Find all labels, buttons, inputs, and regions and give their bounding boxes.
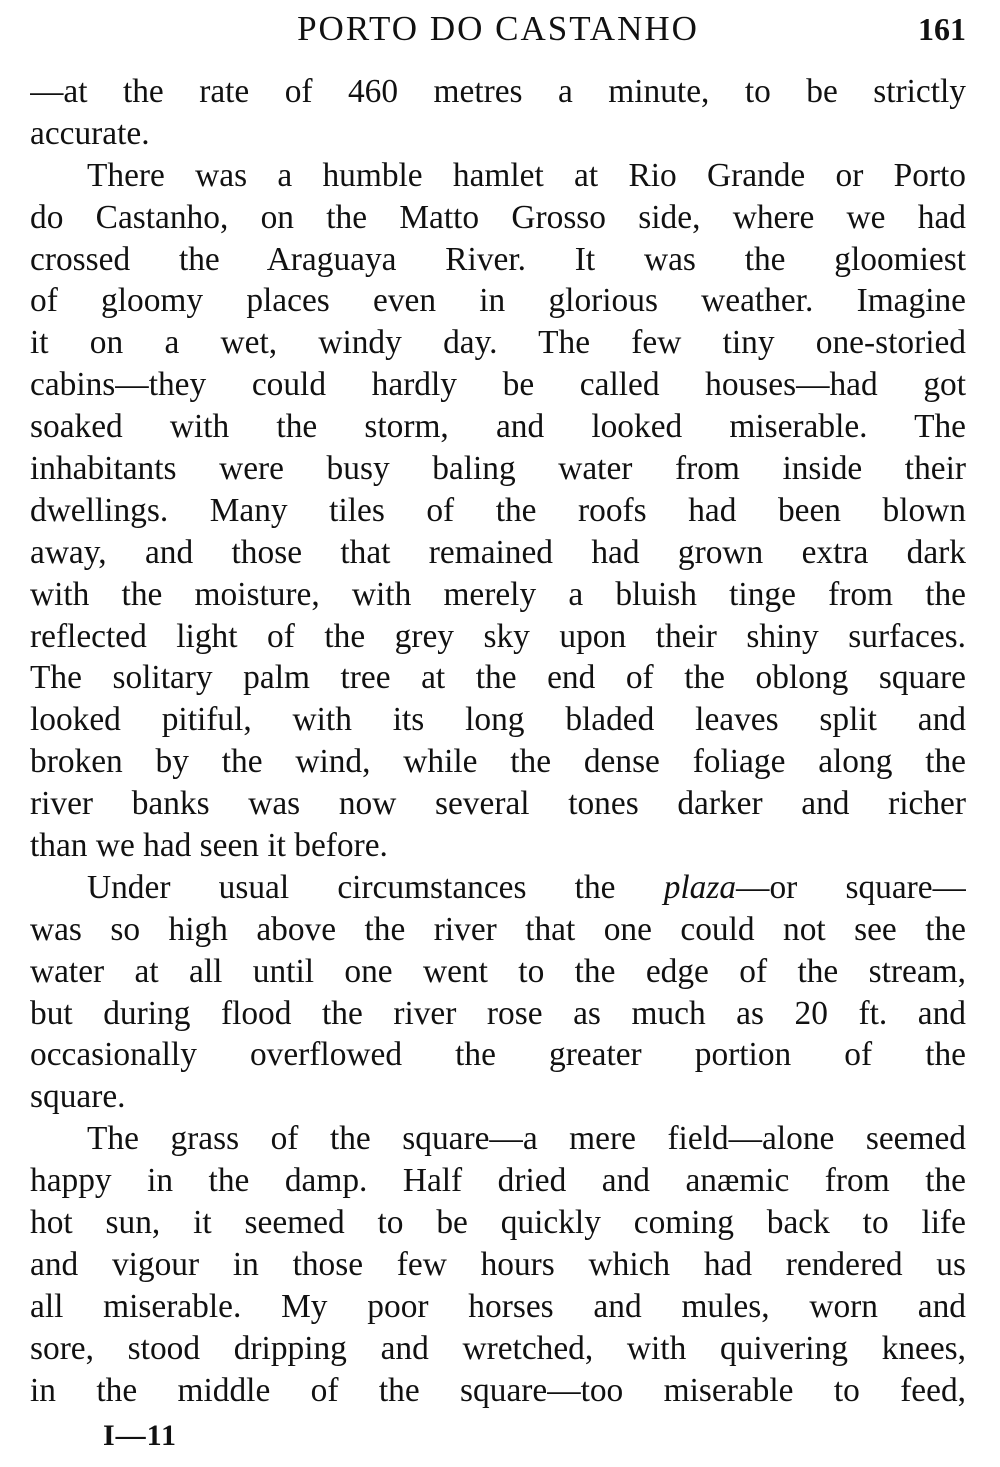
body-text [30, 71, 966, 1412]
italic-word: plaza [663, 868, 737, 906]
text-line: inhabitants were busy baling water from inside their [30, 450, 966, 488]
text-line: The solitary palm tree at the end of the oblong square [30, 659, 966, 697]
text-line: river banks was now several tones darker and richer [30, 785, 966, 823]
text-line: with the moisture, with merely a bluish tinge from the [30, 575, 966, 613]
text-line: square. [30, 1078, 126, 1116]
text-line: in the middle of the square—too miserable to feed, [30, 1371, 966, 1409]
running-title: PORTO DO CASTANHO [297, 9, 699, 48]
text-line: soaked with the storm, and looked miserable. The [30, 408, 966, 446]
text-line: accurate. [30, 114, 150, 152]
text-line: happy in the damp. Half dried and anæmic from the [30, 1162, 966, 1200]
text-line: looked pitiful, with its long bladed leaves split and [30, 701, 966, 739]
page-number: 161 [918, 11, 966, 47]
text-line: hot sun, it seemed to be quickly coming back to life [30, 1204, 966, 1242]
text-line: was so high above the river that one could not see the [30, 910, 966, 948]
signature-mark: I—11 [103, 1419, 178, 1452]
text-line: broken by the wind, while the dense foliage along the [30, 743, 966, 781]
text-line: it on a wet, windy day. The few tiny one-storied [30, 324, 966, 362]
text-line: water at all until one went to the edge of the stream, [30, 952, 966, 990]
text-line: reflected light of the grey sky upon their shiny surfaces. [30, 617, 966, 655]
text-line: The grass of the square—a mere field—alone seemed [87, 1120, 966, 1158]
text-line: dwellings. Many tiles of the roofs had been blown [30, 491, 966, 529]
text-line: cabins—they could hardly be called houses—had got [30, 366, 966, 404]
text-line: away, and those that remained had grown extra dark [30, 533, 966, 571]
text-line: do Castanho, on the Matto Grosso side, where we had [30, 198, 966, 236]
text-line: of gloomy places even in glorious weather. Imagine [30, 282, 966, 320]
running-head [30, 8, 966, 50]
text-line: all miserable. My poor horses and mules, worn and [30, 1287, 966, 1325]
text-line: than we had seen it before. [30, 827, 388, 865]
text-line: sore, stood dripping and wretched, with quivering knees, [30, 1329, 966, 1367]
text-line: and vigour in those few hours which had rendered us [30, 1245, 966, 1283]
text-line: crossed the Araguaya River. It was the gloomiest [30, 240, 966, 278]
text-line: —at the rate of 460 metres a minute, to be strictly [30, 73, 966, 110]
text-line: Under usual circumstances the plaza—or square— [87, 868, 966, 906]
text-line: occasionally overflowed the greater portion of the [30, 1036, 966, 1074]
text-line: There was a humble hamlet at Rio Grande or Porto [87, 156, 966, 194]
text-line: but during flood the river rose as much as 20 ft. and [30, 994, 966, 1032]
